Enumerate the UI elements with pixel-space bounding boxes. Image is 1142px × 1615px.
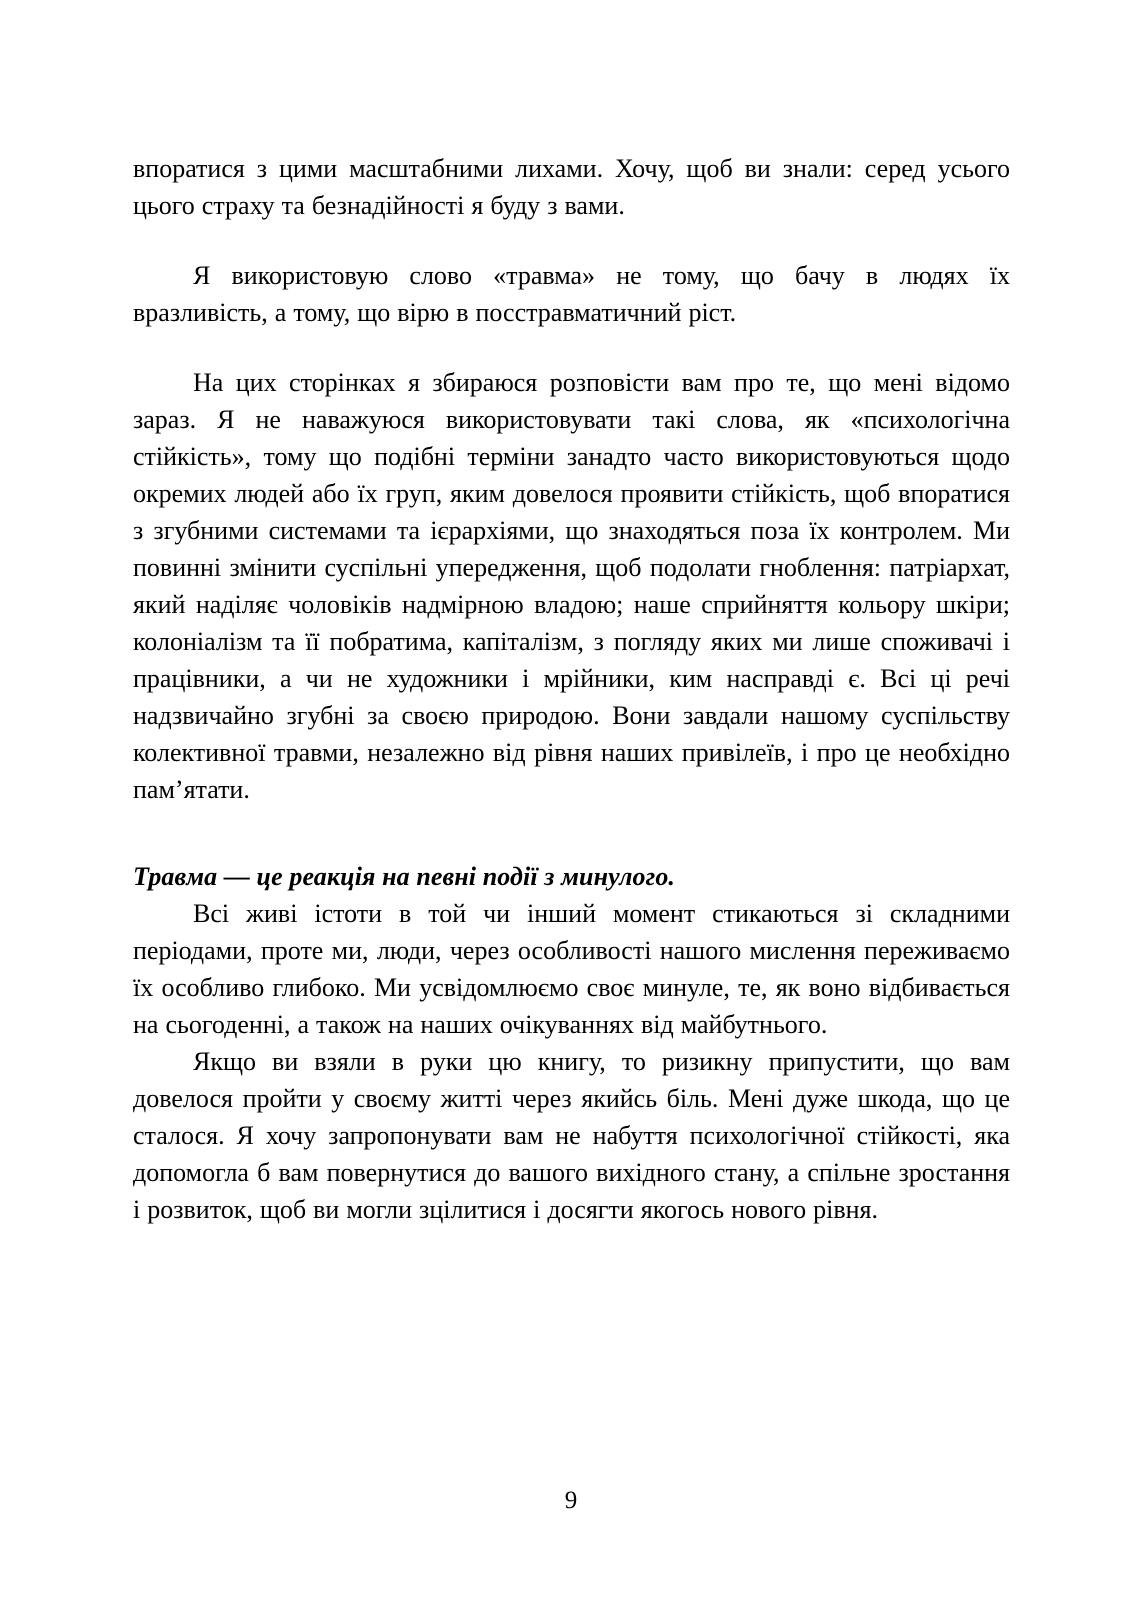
paragraph-trauma-word: Я використовую слово «травма» не тому, що бачу в людях їх вразливість, а тому, що вірю в посстравматичний ріст.: [133, 261, 1010, 327]
paragraph-living-beings: Всі живі істоти в той чи інший момент стикаються зі складними періодами, проте ми, люди, через особливості нашого мислення переживаємо їх особливо глибоко. Ми усвідомлюємо своє минуле, те, як воно відбивається на сьогоденні, а також на наших очікуваннях від майбутнього.: [133, 899, 1010, 1039]
paragraph-these-pages: На цих сторінках я збираюся розповісти вам про те, що мені відомо зараз. Я не наважуюся використовувати такі слова, як «психологічна стійкість», тому що подібні терміни занадто часто використовуються щодо окремих людей або їх груп, яким довелося проявити стійкість, щоб впоратися з згубними системами та ієрархіями, що знаходяться поза їх контролем. Ми повинні змінити суспільні упередження, щоб подолати гноблення: патріархат, який наділяє чоловіків надмірною владою; наше сприйняття кольору шкіри; колоніалізм та її побратима, капіталізм, з погляду яких ми лише споживачі і працівники, а чи не художники і мрійники, ким насправді є. Всі ці речі надзвичайно згубні за своєю природою. Вони завдали нашому суспільству колективної травми, незалежно від рівня наших привілеїв, і про це необхідно пам’ятати.: [133, 368, 1010, 804]
page-number: 9: [564, 1487, 578, 1514]
section-heading-trauma-reaction: Травма — це реакція на певні події з минулого.: [133, 862, 676, 891]
paragraph-if-you-took: Якщо ви взяли в руки цю книгу, то ризикну припустити, що вам довелося пройти у своєму житті через якийсь біль. Мені дуже шкода, що це сталося. Я хочу запропонувати вам не набуття психологічної стійкості, яка допомогла б вам повернутися до вашого вихідного стану, а спільне зростання і розвиток, щоб ви могли зцілитися і досягти якогось нового рівня.: [133, 1047, 1010, 1224]
text-column: [133, 150, 1010, 1228]
paragraph-continued-top: впоратися з цими масштабними лихами. Хочу, щоб ви знали: серед усього цього страху та безнадійності я буду з вами.: [133, 154, 1010, 220]
